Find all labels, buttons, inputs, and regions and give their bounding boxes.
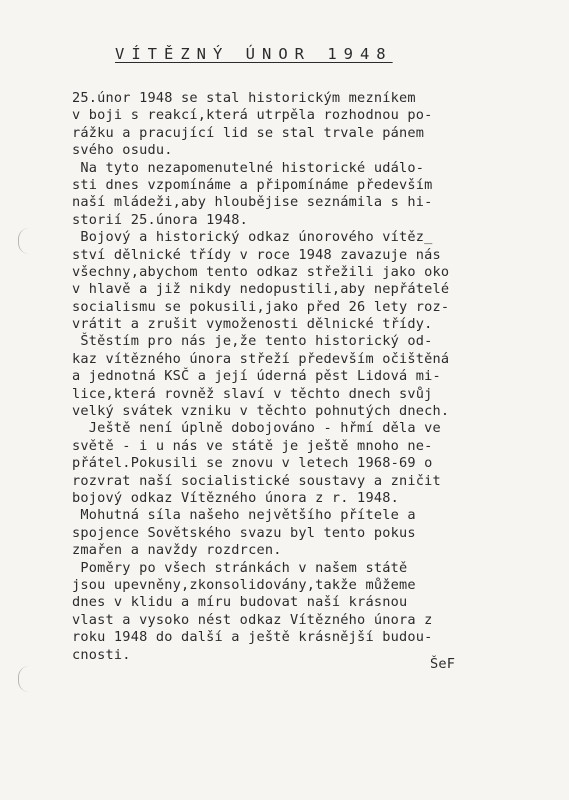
text-line: Štěstím pro nás je,že tento historický od- [72, 333, 433, 350]
text-line: rážku a pracující lid se stal trvale pánem [72, 124, 425, 141]
signature-initials: ŠeF [430, 656, 456, 672]
text-line: Poměry po všech stránkách v našem státě [72, 559, 408, 576]
text-line: v hlavě a již nikdy nedopustili,aby nepřátelé [72, 281, 450, 298]
text-line: naší mládeži,aby hloubějise seznámila s hi- [72, 194, 433, 211]
text-line: v boji s reakcí,která utrpěla rozhodnou po- [72, 107, 433, 124]
text-line: vrátit a zrušit vymoženosti dělnické třídy. [72, 316, 433, 333]
text-line: světě - i u nás ve státě je ještě mnoho ne- [72, 437, 433, 454]
text-line: velký svátek vzniku v těchto pohnutých dnech. [72, 403, 450, 420]
text-line: všechny,abychom tento odkaz střežili jako oko [72, 263, 450, 280]
text-line: 25.únor 1948 se stal historickým mezníkem [72, 90, 416, 106]
text-line: kaz vítězného února střeží především očištěná [72, 350, 450, 367]
text-line: Na tyto nezapomenutelné historické událo- [72, 159, 425, 176]
document-title: VÍTĚZNÝ ÚNOR 1948 [115, 45, 393, 63]
text-line: lice,která rovněž slaví v těchto dnech svůj [72, 385, 433, 402]
punch-hole-mark [18, 666, 29, 692]
text-line: sti dnes vzpomínáme a připomínáme především [72, 176, 433, 193]
text-line: cnosti. [72, 646, 131, 663]
text-line: ství dělnické třídy v roce 1948 zavazuje nás [72, 246, 441, 263]
text-line: jsou upevněny,zkonsolidovány,takže můžeme [72, 576, 416, 593]
text-line: dnes v klidu a míru budovat naší krásnou [72, 594, 408, 611]
document-body [72, 90, 542, 664]
text-line: bojový odkaz Vítězného února z r. 1948. [72, 489, 399, 506]
text-line: rozvrat naší socialistické soustavy a zničit [72, 472, 441, 489]
text-line: zmařen a navždy rozdrcen. [72, 542, 282, 559]
text-line: storií 25.února 1948. [72, 211, 249, 228]
text-line: svého osudu. [72, 142, 173, 159]
text-line: vlast a vysoko nést odkaz Vítězného února z [72, 611, 433, 628]
text-line: přátel.Pokusili se znovu v letech 1968-69 o [72, 455, 433, 472]
text-line: spojence Sovětského svazu byl tento pokus [72, 524, 416, 541]
text-line: Mohutná síla našeho největšího přítele a [72, 507, 416, 524]
punch-hole-mark [18, 228, 29, 254]
text-line: Bojový a historický odkaz únorového vítěz_ [72, 229, 433, 246]
text-line: roku 1948 do další a ještě krásnější budou- [72, 629, 433, 646]
text-line: a jednotná KSČ a její úderná pěst Lidová mi- [72, 368, 441, 385]
text-line: Ještě není úplně dobojováno - hřmí děla ve [72, 420, 441, 437]
text-line: socialismu se pokusili,jako před 26 lety roz- [72, 298, 450, 315]
